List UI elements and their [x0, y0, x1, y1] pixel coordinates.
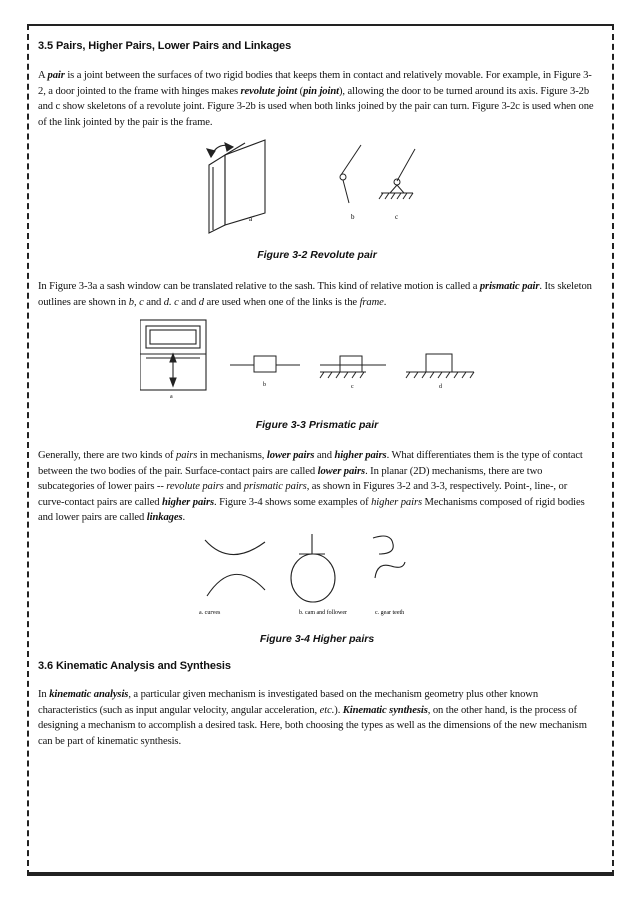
figure-3-4-label-c: c. gear teeth — [375, 610, 405, 616]
figure-3-3-label-d: d — [439, 384, 442, 390]
paragraph-lower-higher-pairs: Generally, there are two kinds of pairs in mechanisms, lower pairs and higher pairs. What differentiates them is the type of contact between the two bodies of the pair. Surface-contact pairs are called lower pairs. In planar (2D) mechanisms, there are two subcategories of lower pairs -- revolute pairs and prismatic pairs, as shown in Figures 3-2 and 3-3, respectively. Point-, line-, or curve-contact pairs are called higher pairs. Figure 3-4 shows some examples of higher pairs Mechanisms composed of rigid bodies and lower pairs are called linkages. — [38, 450, 585, 524]
sash-window-drawing — [140, 320, 206, 390]
figure-3-2-label-b: b — [351, 213, 355, 221]
term-kinematic-analysis: kinematic analysis — [49, 689, 129, 700]
figure-3-2-revolute-pair — [195, 135, 435, 235]
prismatic-skeleton-c — [320, 356, 386, 378]
paragraph-pair-definition: A pair is a joint between the surfaces of two rigid bodies that keeps them in contact and relatively movable. For example, in Figure 3-2, a door jointed to the frame with hinges makes revolute joint (pin joint), allowing the door to be turned around its axis. Figure 3-2b and c show skeletons of a revolute joint. Figure 3-2b is used when both links joined by the pair can turn. Figure 3-2c is used when one of the link jointed by the pair is the frame. — [38, 70, 594, 128]
figure-3-4-label-b: b. cam and follower — [299, 610, 347, 616]
cam-follower-drawing — [291, 534, 335, 602]
term-pairs: pairs — [176, 450, 198, 461]
door-frame-drawing — [207, 140, 265, 233]
figure-3-2-label-a: a — [249, 215, 253, 223]
figure-3-2-caption: Figure 3-2 Revolute pair — [257, 249, 377, 261]
gear-teeth-drawing — [373, 536, 405, 578]
figure-3-2-label-c: c — [395, 213, 399, 221]
term-kinematic-synthesis: Kinematic synthesis — [342, 704, 428, 716]
revolute-skeleton-c — [379, 149, 415, 199]
term-higher-pairs: higher pairs — [334, 450, 387, 461]
figure-3-4-label-a: a. curves — [199, 610, 221, 616]
term-prismatic-pair: prismatic pair — [479, 281, 540, 292]
paragraph-prismatic-pair: In Figure 3-3a a sash window can be translated relative to the sash. This kind of relative motion is called a prismatic pair. Its skeleton outlines are shown in b, c and d. c and d are used when one of the links is the frame. — [38, 281, 592, 308]
contact-curves-drawing — [205, 540, 265, 596]
figure-3-3-label-b: b — [263, 382, 266, 388]
figure-3-4-higher-pairs — [195, 530, 445, 618]
term-lower-pairs: lower pairs — [266, 450, 315, 461]
figure-3-3-prismatic-pair — [140, 318, 480, 402]
term-linkages: linkages — [146, 512, 183, 524]
figure-3-3-caption: Figure 3-3 Prismatic pair — [255, 419, 379, 431]
section-heading-3-5: 3.5 Pairs, Higher Pairs, Lower Pairs and Linkages — [38, 40, 292, 52]
term-pin-joint: pin joint — [303, 85, 339, 97]
prismatic-skeleton-b — [230, 356, 300, 372]
prismatic-skeleton-d — [406, 354, 474, 378]
term-revolute-joint: revolute joint — [240, 85, 298, 97]
paragraph-kinematic-analysis: In kinematic analysis, a particular given mechanism is investigated based on the mechanism geometry plus other known characteristics (such as input angular velocity, angular acceleration, etc.). Kinematic synthesis, on the other hand, is the process of designing a mechanism to accomplish a desired task. Here, both choosing the types as well as the dimensions of the new mechanism can be part of kinematic synthesis. — [38, 689, 587, 747]
revolute-skeleton-b — [340, 145, 361, 203]
term-pair: pair — [47, 70, 65, 81]
section-heading-3-6: 3.6 Kinematic Analysis and Synthesis — [38, 660, 231, 672]
figure-3-3-label-a: a — [170, 394, 173, 400]
figure-3-3-label-c: c — [351, 384, 354, 390]
figure-3-4-caption: Figure 3-4 Higher pairs — [259, 633, 375, 645]
